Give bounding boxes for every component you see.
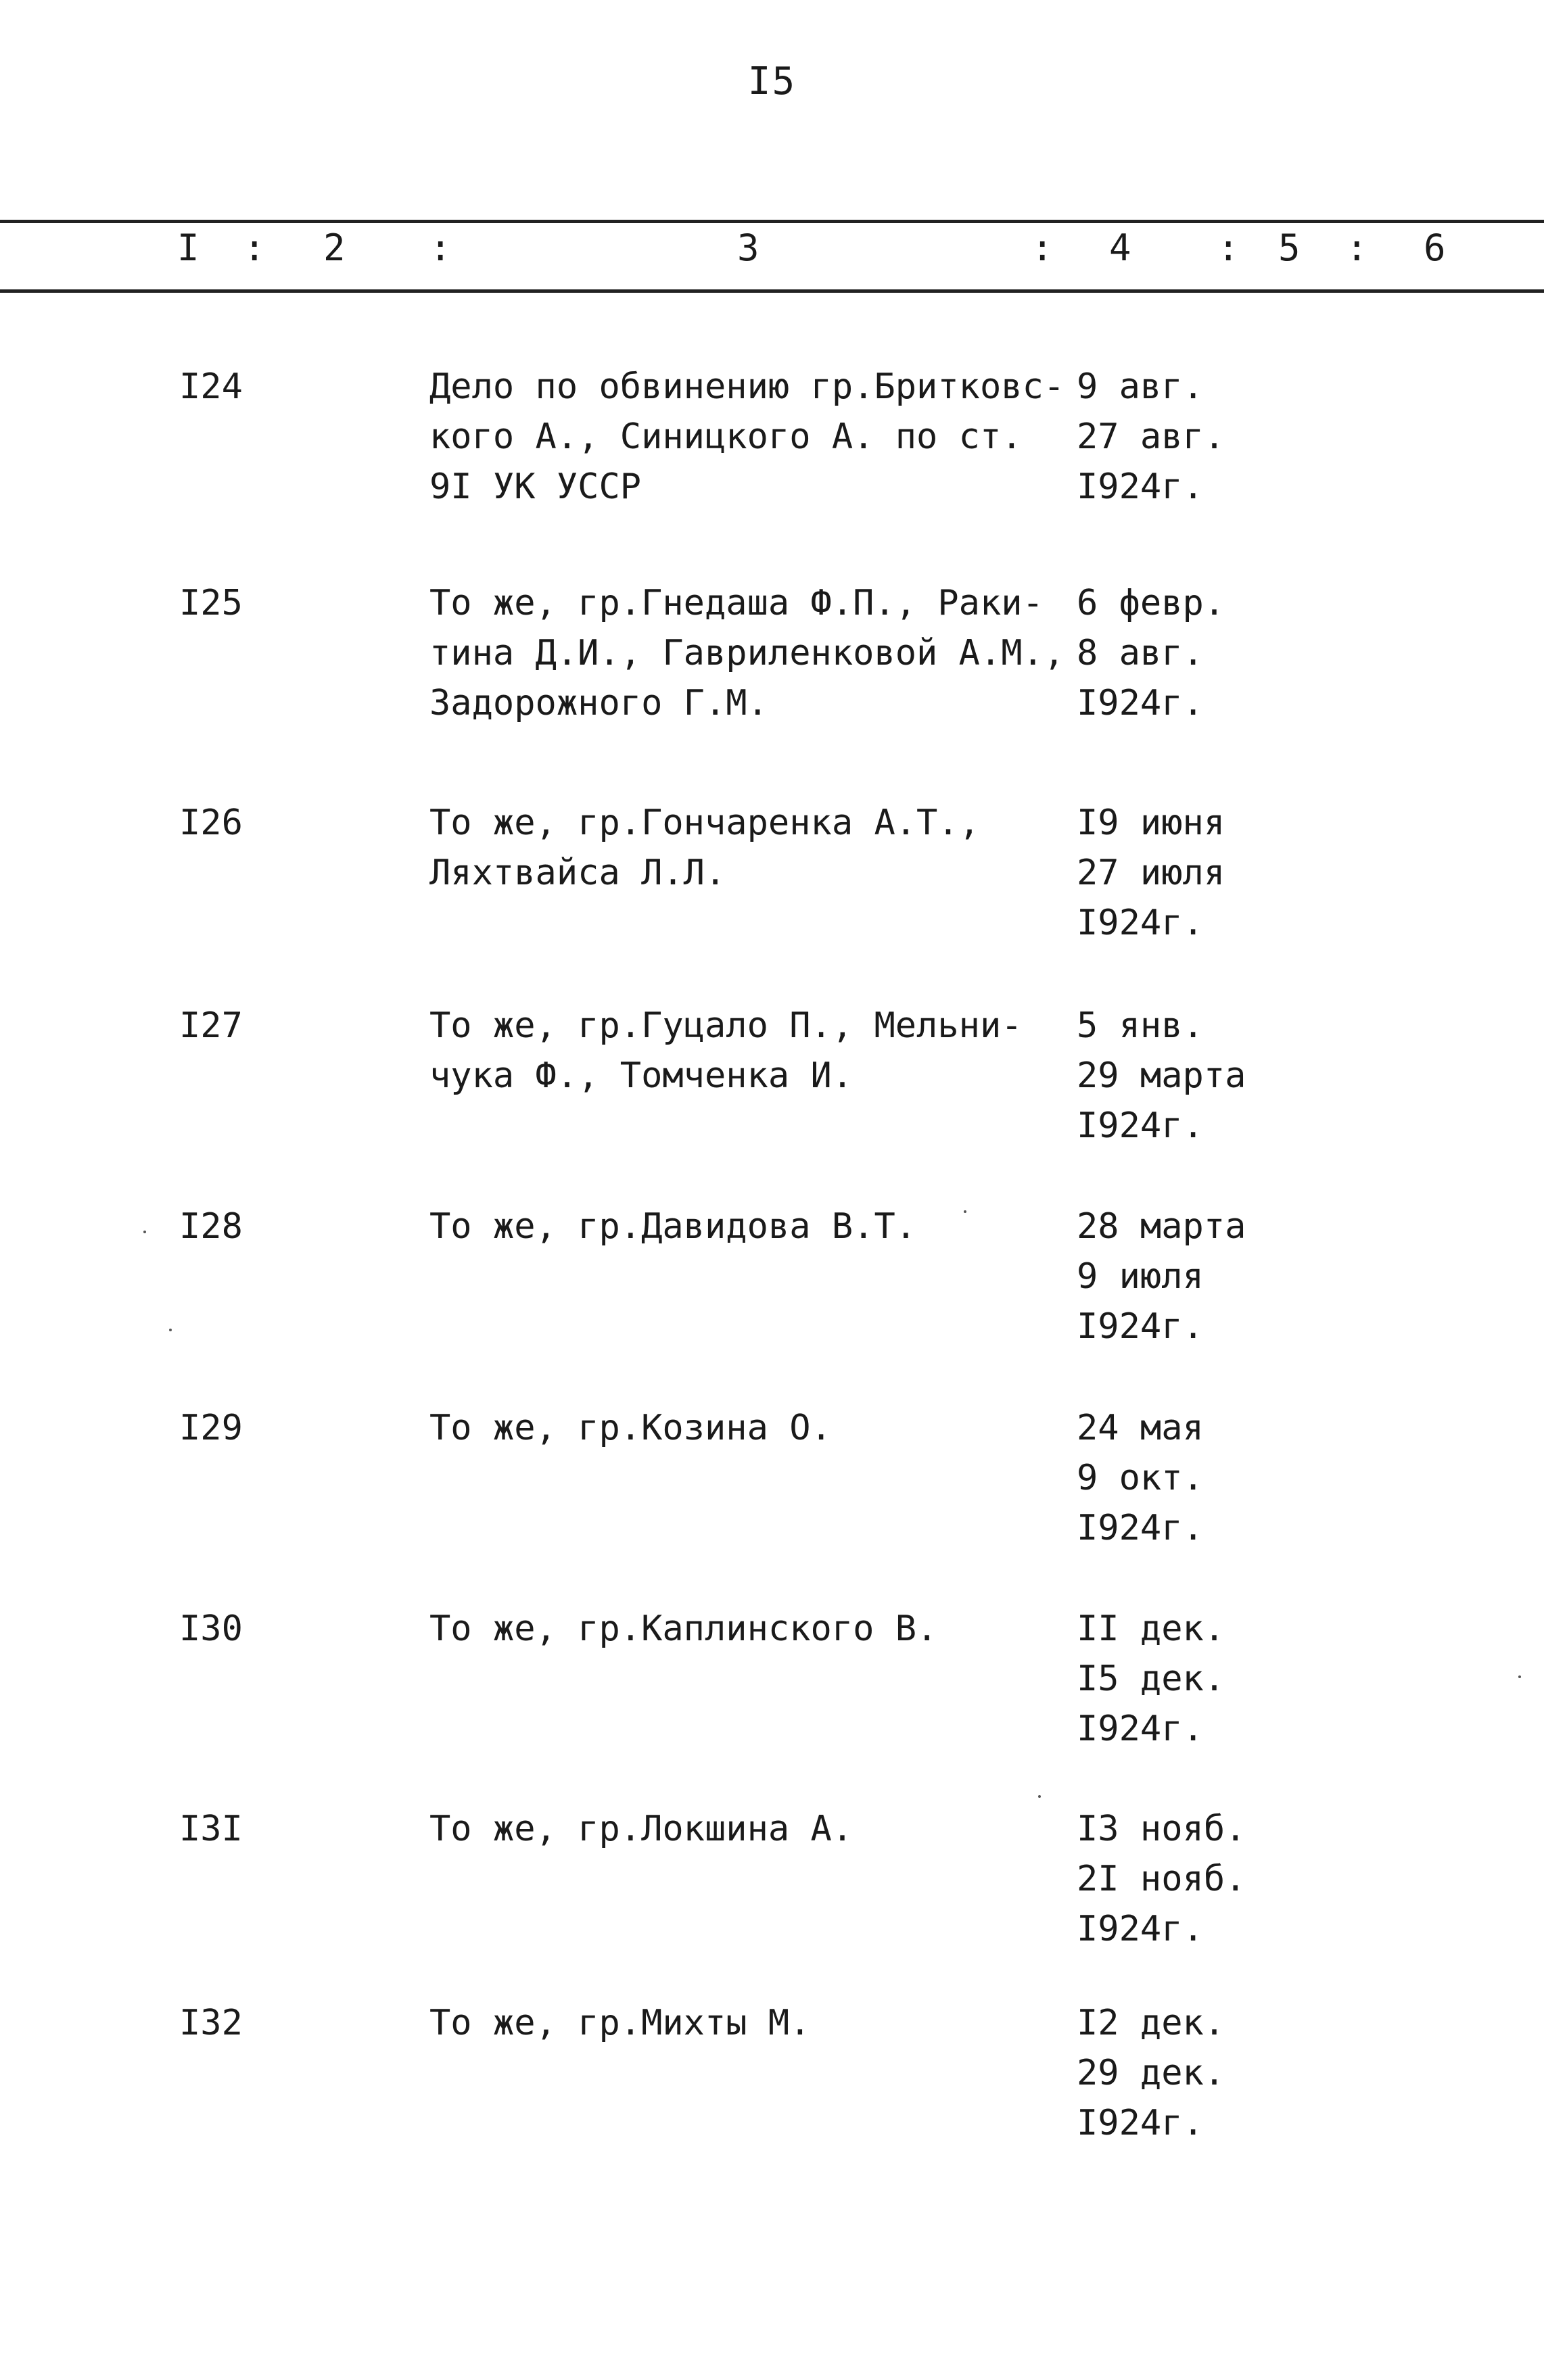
title-line: То же, гр.Козина О. [429, 1408, 832, 1448]
header-col-4: 4 [1109, 227, 1131, 269]
title-line: То же, гр.Каплинского В. [429, 1609, 938, 1649]
entry-title [429, 1998, 1072, 2048]
page-number: I5 [747, 60, 797, 103]
date-end: 27 июля [1077, 853, 1225, 893]
title-line: То же, гр.Давидова В.Т. [429, 1206, 917, 1247]
title-line: 9I УК УССР [429, 467, 642, 507]
date-start: 6 февр. [1077, 583, 1225, 623]
entry-dates [1077, 1001, 1361, 1151]
title-line: То же, гр.Гончаренка А.Т., [429, 803, 980, 843]
entry-number: I32 [179, 2003, 243, 2043]
scan-speck [143, 1231, 146, 1233]
title-line: тина Д.И., Гавриленковой А.М., [429, 633, 1065, 673]
date-end: 8 авг. [1077, 633, 1204, 673]
entry-number: I26 [179, 803, 243, 843]
entry-title [429, 578, 1072, 728]
date-start: 24 мая [1077, 1408, 1204, 1448]
date-year: I924г. [1077, 1909, 1204, 1949]
entry-number: I24 [179, 366, 243, 407]
entry-number: I25 [179, 583, 243, 623]
title-line: Дело по обвинению гр.Бритковс- [429, 366, 1065, 407]
header-separator: : [429, 227, 452, 269]
table-header [0, 227, 1544, 281]
title-line: То же, гр.Локшина А. [429, 1809, 853, 1849]
date-start: II дек. [1077, 1609, 1225, 1649]
entry-title [429, 1001, 1072, 1101]
date-end: 27 авг. [1077, 416, 1225, 457]
scan-speck [964, 1210, 966, 1213]
entry-title [429, 362, 1072, 512]
date-year: I924г. [1077, 903, 1204, 943]
date-year: I924г. [1077, 1306, 1204, 1347]
date-start: I2 дек. [1077, 2003, 1225, 2043]
entry-title [429, 1403, 1072, 1453]
header-separator: : [1346, 227, 1368, 269]
scan-speck [169, 1329, 172, 1331]
date-end: 29 марта [1077, 1055, 1246, 1096]
title-line: Ляхтвайса Л.Л. [429, 853, 726, 893]
header-bottom-rule [0, 289, 1544, 293]
header-col-5: 5 [1278, 227, 1301, 269]
date-year: I924г. [1077, 1709, 1204, 1749]
entry-dates [1077, 1604, 1361, 1754]
title-line: Задорожного Г.М. [429, 683, 768, 723]
header-col-1: I [177, 227, 200, 269]
scan-speck [1518, 1675, 1521, 1678]
entry-dates [1077, 1998, 1361, 2148]
title-line: То же, гр.Михты М. [429, 2003, 811, 2043]
entry-dates [1077, 798, 1361, 948]
date-end: I5 дек. [1077, 1659, 1225, 1699]
entry-number: I29 [179, 1408, 243, 1448]
date-end: 2I нояб. [1077, 1859, 1246, 1899]
header-separator: : [1217, 227, 1240, 269]
entry-title [429, 1201, 1072, 1252]
date-end: 9 окт. [1077, 1458, 1204, 1498]
entry-dates [1077, 362, 1361, 512]
date-start: 28 марта [1077, 1206, 1246, 1247]
header-separator: : [1031, 227, 1054, 269]
header-col-3: 3 [737, 227, 759, 269]
entry-dates [1077, 578, 1361, 728]
date-start: 5 янв. [1077, 1005, 1204, 1046]
date-year: I924г. [1077, 1508, 1204, 1548]
entry-number: I30 [179, 1609, 243, 1649]
date-start: I9 июня [1077, 803, 1225, 843]
date-year: I924г. [1077, 2103, 1204, 2143]
header-separator: : [243, 227, 266, 269]
date-year: I924г. [1077, 1105, 1204, 1146]
title-line: чука Ф., Томченка И. [429, 1055, 853, 1096]
date-end: 29 дек. [1077, 2053, 1225, 2093]
header-top-rule [0, 220, 1544, 223]
entry-dates [1077, 1201, 1361, 1352]
entry-number: I27 [179, 1005, 243, 1046]
scan-speck [1038, 1795, 1041, 1798]
title-line: То же, гр.Гуцало П., Мельни- [429, 1005, 1023, 1046]
entry-title [429, 798, 1072, 898]
entry-number: I3I [179, 1809, 243, 1849]
title-line: То же, гр.Гнедаша Ф.П., Раки- [429, 583, 1044, 623]
date-year: I924г. [1077, 467, 1204, 507]
title-line: кого А., Синицкого А. по ст. [429, 416, 1023, 457]
date-start: 9 авг. [1077, 366, 1204, 407]
date-end: 9 июля [1077, 1256, 1204, 1297]
date-year: I924г. [1077, 683, 1204, 723]
entry-title [429, 1804, 1072, 1854]
entry-number: I28 [179, 1206, 243, 1247]
header-col-2: 2 [323, 227, 346, 269]
entry-dates [1077, 1804, 1361, 1954]
date-start: I3 нояб. [1077, 1809, 1246, 1849]
header-col-6: 6 [1424, 227, 1446, 269]
entry-title [429, 1604, 1072, 1654]
entry-dates [1077, 1403, 1361, 1553]
